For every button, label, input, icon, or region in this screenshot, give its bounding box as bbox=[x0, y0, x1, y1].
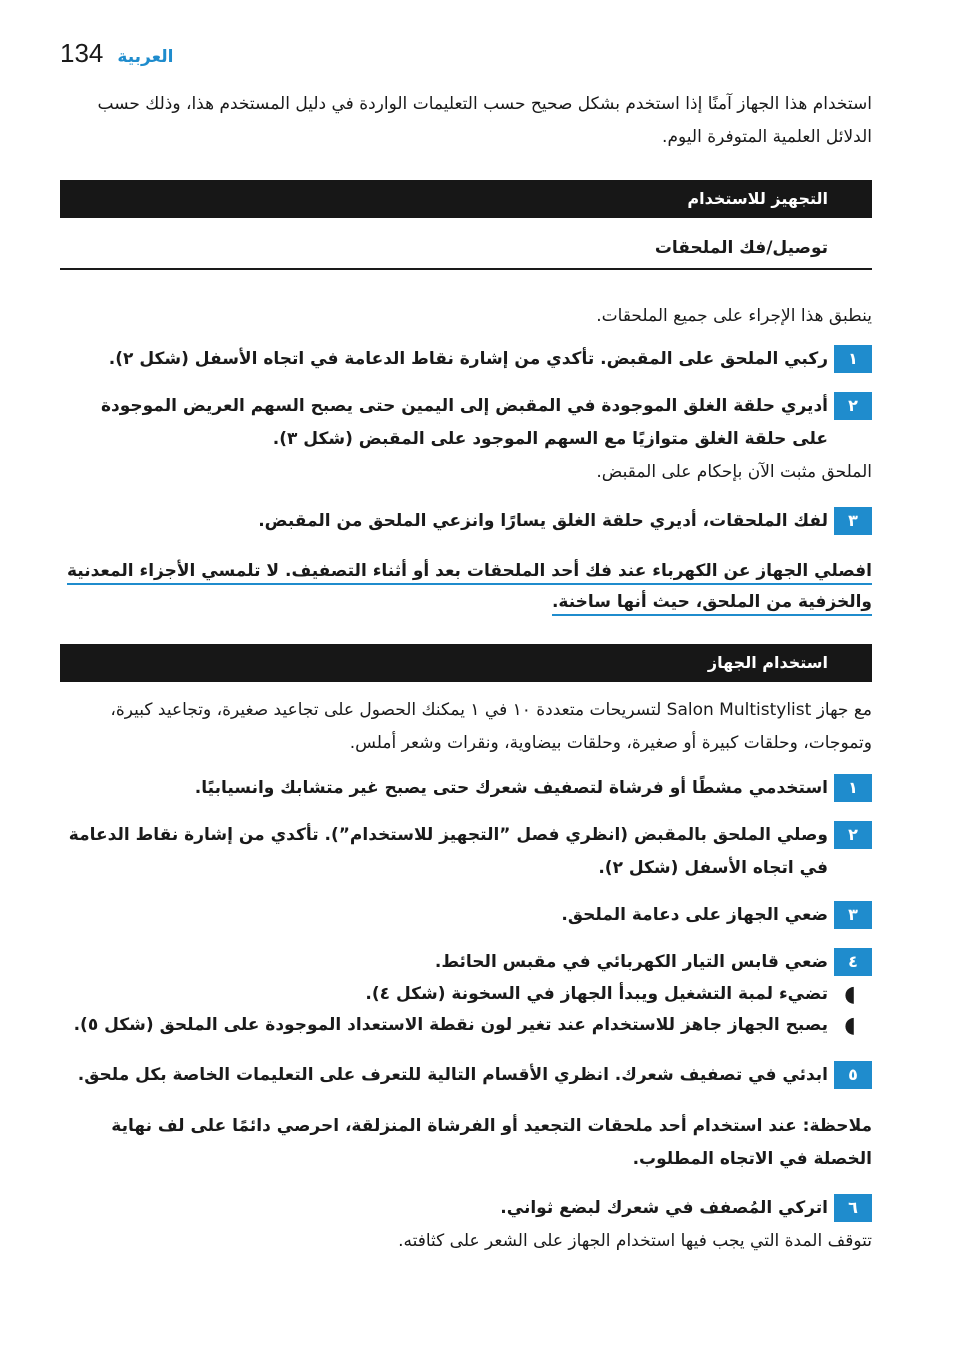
page-content bbox=[60, 88, 872, 1258]
subheading-attaching: توصيل/فك الملحقات bbox=[60, 228, 872, 270]
section-header-preparing: التجهيز للاستخدام bbox=[60, 180, 872, 218]
bullet-text: تضيء لمبة التشغيل ويبدأ الجهاز في السخونة (شكل ٤). bbox=[365, 984, 828, 1004]
step-text: ركبي الملحق على المقبض. تأكدي من إشارة نقاط الدعامة في اتجاه الأسفل (شكل ٢). bbox=[108, 349, 828, 369]
step-number: ١ bbox=[834, 774, 872, 802]
applies-paragraph: ينطبق هذا الإجراء على جميع الملحقات. bbox=[596, 306, 872, 326]
final-paragraph: تتوقف المدة التي يجب فيها استخدام الجهاز على الشعر على كثافته. bbox=[398, 1231, 872, 1251]
step-item bbox=[60, 390, 872, 456]
fixed-note: الملحق مثبت الآن بإحكام على المقبض. bbox=[596, 462, 872, 482]
page-header bbox=[60, 38, 173, 69]
step-number: ١ bbox=[834, 345, 872, 373]
step-number: ٥ bbox=[834, 1061, 872, 1089]
bullet-icon: ◖ bbox=[844, 1013, 856, 1038]
step-text: وصلي الملحق بالمقبض (انظري فصل ”التجهيز للاستخدام”). تأكدي من إشارة نقاط الدعامة في اتجاه الأسفل (شكل ٢). bbox=[68, 825, 828, 878]
step-item bbox=[60, 772, 872, 805]
step-number: ٢ bbox=[834, 392, 872, 420]
step-number: ٦ bbox=[834, 1194, 872, 1222]
step-item bbox=[60, 343, 872, 376]
step-text: استخدمي مشطًا أو فرشاة لتصفيف شعرك حتى يصبح غير متشابك وانسيابيًا. bbox=[194, 778, 828, 798]
note-paragraph: ملاحظة: عند استخدام أحد ملحقات التجعيد أو الفرشاة المنزلقة، احرصي دائمًا على لف نهاية الخصلة في الاتجاه المطلوب. bbox=[111, 1116, 872, 1169]
language-label: العربية bbox=[117, 47, 174, 67]
step-number: ٢ bbox=[834, 821, 872, 849]
warning-text: افصلي الجهاز عن الكهرباء عند فك أحد الملحقات بعد أو أثناء التصفيف. لا تلمسي الأجزاء المعدنية bbox=[67, 561, 872, 585]
step-text: اتركي المُصفف في شعرك لبضع ثواني. bbox=[500, 1198, 828, 1218]
step-item bbox=[60, 1059, 872, 1092]
bullet-item bbox=[60, 1010, 872, 1041]
bullet-text: يصبح الجهاز جاهز للاستخدام عند تغير لون نقطة الاستعداد الموجودة على الملحق (شكل ٥). bbox=[73, 1015, 828, 1035]
product-intro: مع جهاز Salon Multistylist لتسريحات متعددة ١٠ في ١ يمكنك الحصول على تجاعيد صغيرة، وتجاعيد كبيرة، وتموجات، وحلقات كبيرة أو صغيرة، وحلقات بيضاوية، ونقرات وشعر أملس. bbox=[110, 700, 872, 753]
step-text: ابدئي في تصفيف شعرك. انظري الأقسام التالية للتعرف على التعليمات الخاصة بكل ملحق. bbox=[77, 1065, 828, 1085]
warning-line bbox=[60, 556, 872, 587]
step-number: ٣ bbox=[834, 507, 872, 535]
step-number: ٤ bbox=[834, 948, 872, 976]
page-number: 134 bbox=[60, 38, 104, 68]
step-text: لفك الملحقات، أديري حلقة الغلق يسارًا وانزعي الملحق من المقبض. bbox=[258, 511, 828, 531]
step-number: ٣ bbox=[834, 901, 872, 929]
warning-line bbox=[60, 587, 872, 618]
step-item bbox=[60, 819, 872, 885]
bullet-item bbox=[60, 979, 872, 1010]
step-text: ضعي قابس التيار الكهربائي في مقبس الحائط. bbox=[434, 952, 828, 972]
warning-text: والخزفية من الملحق، حيث أنها ساخنة. bbox=[552, 592, 872, 616]
intro-paragraph: استخدام هذا الجهاز آمنًا إذا استخدم بشكل صحيح حسب التعليمات الواردة في دليل المستخدم هذا، وذلك حسب الدلائل العلمية المتوفرة اليوم. bbox=[97, 94, 872, 147]
step-item bbox=[60, 899, 872, 932]
bullet-icon: ◖ bbox=[844, 982, 856, 1007]
step-item bbox=[60, 505, 872, 538]
step-text: أديري حلقة الغلق الموجودة في المقبض إلى اليمين حتى يصبح السهم العريض الموجودة على حلقة الغلق متوازيًا مع السهم الموجود على المقبض (شكل ٣). bbox=[100, 396, 828, 449]
step-text: ضعي الجهاز على دعامة الملحق. bbox=[561, 905, 828, 925]
section-header-using: استخدام الجهاز bbox=[60, 644, 872, 682]
step-item bbox=[60, 946, 872, 979]
step-item bbox=[60, 1192, 872, 1225]
